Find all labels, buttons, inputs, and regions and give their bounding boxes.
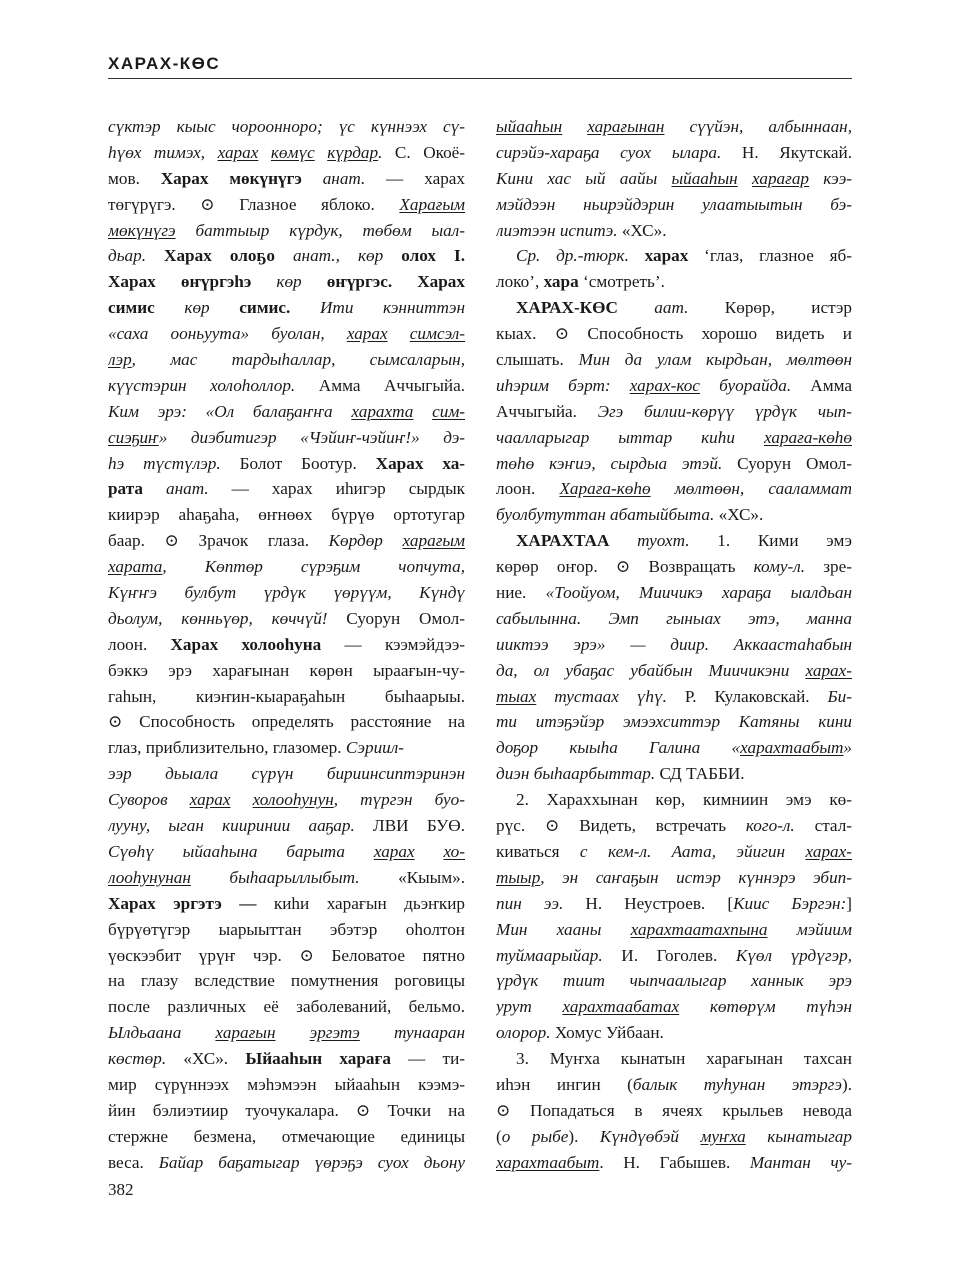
right-column-text-line [496, 451, 852, 477]
right-column-text-line [496, 218, 852, 244]
text-run: «Кыым». [359, 867, 465, 887]
text-run: ‘глаз, глазное яб- [688, 246, 852, 266]
left-column-text-line [108, 735, 465, 761]
text-run: муҥха [700, 1126, 746, 1146]
headword: харах [644, 246, 689, 266]
text-run: И. Гоголев. [602, 945, 736, 965]
headword: өҥүргэс. Харах [326, 272, 465, 292]
text-run: тустаах үһү. [536, 686, 667, 706]
text-run: » [843, 738, 852, 758]
text-run: бэккэ эрэ харағынан көрөн ыраағын-чу- [108, 660, 465, 680]
text-run: харах [373, 841, 415, 861]
text-run: Болот Боотур. [220, 453, 376, 473]
right-column-text-line [496, 347, 852, 373]
text-run: көтөрүм түһэн [679, 997, 852, 1017]
text-run: Ким эрэ: «Ол балаҕаҥҥа [108, 401, 352, 421]
right-column-text-line [496, 943, 852, 969]
left-column-text-line [108, 994, 465, 1020]
left-column-text-line [108, 1098, 465, 1124]
text-run: сиэҕиҥ [108, 427, 159, 447]
text-run [275, 1023, 309, 1042]
right-column-text-line [496, 735, 852, 761]
right-column-text-line [496, 709, 852, 735]
text-run: Кини хас ый аайы [496, 168, 672, 188]
text-run: — ти- [390, 1049, 465, 1069]
text-run: лооһунунан [108, 867, 191, 887]
text-run: стержне безмена, отмечающие единицы [108, 1126, 465, 1146]
left-column-text-line [108, 321, 465, 347]
text-run: Харағым [399, 194, 465, 214]
text-run: «Тоойуом, Миичикэ хараҕа ыалдьан [545, 583, 852, 603]
headword: Харах холооһуна [170, 634, 322, 654]
text-run: 2. Хараххынан көр, кимниин эмэ кө- [516, 790, 852, 810]
right-column-text-line [496, 994, 852, 1020]
right-column-text-line [496, 865, 852, 891]
left-column-text-line [108, 1020, 465, 1046]
text-run: дьар. [108, 246, 147, 266]
text-run: Суорун Омол- [722, 453, 852, 473]
text-run: анат. [301, 168, 366, 188]
left-column-text-line [108, 787, 465, 813]
text-run: үөскээбит үрүҥ чэр. ⊙ Беловатое пятно [108, 945, 465, 965]
right-column-text-line [496, 114, 852, 140]
text-run: Суорун Омол- [327, 608, 465, 628]
text-run: пин ээ. [496, 893, 564, 913]
left-column-text-line [108, 373, 465, 399]
left-column-text-line [108, 839, 465, 865]
text-run: сүктэр кыыс чороонноро; үс күннээх сү- [108, 117, 465, 136]
right-column-text-line [496, 1098, 852, 1124]
text-run: тыыр [496, 867, 541, 887]
text-run: харахтаатахпына [630, 919, 768, 939]
text-run: Күндүөбэй [599, 1126, 701, 1146]
text-run: ] [846, 893, 852, 913]
text-run: зре- [805, 557, 852, 577]
text-run: олорор. [496, 1023, 551, 1043]
text-run: Байар баҕатыгар үөрэҕэ суох дьону [158, 1152, 465, 1172]
right-column-text-line [496, 166, 852, 192]
text-run: Күҥҥэ булбут үрдүк үөрүүм, Күндү [108, 583, 465, 603]
text-run: харағa-көһө [763, 427, 852, 447]
text-run: харах-кос [629, 375, 700, 395]
left-column-text-line [108, 192, 465, 218]
text-run: лиэтээн испитэ. [496, 220, 618, 240]
text-run: ⊙ Способность определять расстояние на [108, 712, 465, 732]
text-run: буолбутуттан абатыйбыта. [496, 505, 715, 525]
text-run: мэйдээн ньирэйдэрин улаатыытын бэ- [496, 194, 852, 214]
text-run: лэр [108, 350, 132, 370]
text-run: тунааран [359, 1023, 465, 1043]
left-column-text-line [108, 554, 465, 580]
right-column-text-line [496, 295, 852, 321]
text-run: доҕор кыыһа Галина « [496, 738, 741, 758]
right-column-text-line [496, 813, 852, 839]
text-run [738, 169, 752, 188]
text-run: харағар [751, 168, 810, 188]
text-run: харах [346, 324, 388, 344]
text-run: кынатыгар [745, 1126, 852, 1146]
text-run: мөкүнүгэ [108, 220, 176, 240]
right-column-text-line [496, 580, 852, 606]
right-column-text-line [496, 476, 852, 502]
text-run: «саха ооньуута» буолан, [108, 324, 347, 344]
text-run: Ылдьаана [108, 1023, 216, 1043]
text-run: , мас тардыһаллар, сымсаларын, [131, 350, 465, 370]
left-column-text-line [108, 451, 465, 477]
right-column-text-line [496, 891, 852, 917]
text-run: харағын [215, 1023, 276, 1043]
text-run: төһө кэҥиэ, сырдыа этэй. [496, 453, 723, 473]
headword: Ыйааһын харағa [245, 1049, 391, 1069]
left-column-text-line [108, 580, 465, 606]
right-column-text-line [496, 1150, 852, 1176]
text-run: на глазу вследствие помутнения роговицы [108, 971, 465, 991]
text-run: көр [154, 298, 240, 318]
right-column-text-line [496, 321, 852, 347]
text-run: лууну, ыган кииринии ааҕар. [108, 816, 355, 836]
left-column-text-line [108, 1124, 465, 1150]
text-run: харах- [805, 841, 852, 861]
right-column-text-line [496, 839, 852, 865]
text-run: Харағa-көһө [559, 479, 651, 499]
text-run: баар. ⊙ Зрачок глаза. [108, 531, 329, 551]
left-column-text-line [108, 269, 465, 295]
text-run: Суворов [108, 790, 190, 810]
left-column-text-line [108, 528, 465, 554]
text-run: харата [108, 557, 163, 577]
text-run: веса. [108, 1152, 159, 1172]
left-column-text-line [108, 347, 465, 373]
headword: рата [108, 479, 143, 499]
text-run: балык туһунан этэргэ [632, 1074, 842, 1094]
text-run: сабылынна. Эмп гыныах этэ, манна [496, 608, 852, 628]
text-run: Н. Габышев. [603, 1152, 750, 1172]
right-column-text-line [496, 917, 852, 943]
text-run: холооһунун [252, 790, 334, 810]
text-run: Н. Якутскай. [721, 142, 852, 162]
text-run: ыйааһын [671, 168, 738, 188]
text-run: эргэтэ [309, 1023, 360, 1043]
text-run: ‘смотреть’. [578, 272, 665, 292]
text-run [415, 842, 444, 861]
text-run: төгүрүгэ. ⊙ Глазное яблоко. [108, 194, 400, 214]
left-column-text-line [108, 502, 465, 528]
text-run: киһи харағын дьэҥкир [256, 893, 465, 913]
right-column-text-line [496, 502, 852, 528]
left-column-text-line [108, 243, 465, 269]
left-column-text-line [108, 295, 465, 321]
text-run: 1. Кими эмэ [689, 531, 852, 551]
left-column-text-line [108, 761, 465, 787]
text-run: Амма Аччыгыйа. [295, 375, 465, 395]
text-run: «ХС». [166, 1049, 246, 1069]
headword: симис. [239, 298, 291, 318]
text-run: с кем-л. [579, 841, 652, 861]
text-run: Киис Бэргэн: [733, 893, 847, 913]
text-run: ЛВИ БУӨ. [354, 816, 465, 836]
text-run: көр [251, 272, 327, 292]
text-run: туохт. [609, 531, 690, 551]
text-run: иһэрим бэрт: [496, 375, 630, 395]
text-run: һүөх тимэх, [108, 142, 218, 162]
left-column-text-line [108, 917, 465, 943]
headword: ХАРАХ-КӨС [516, 298, 618, 318]
text-run: ти итэҕэйэр эмээхситтэр Катяны кини [496, 712, 852, 732]
text-run: Мин да улам кырдьан, мөлтөөн [578, 350, 852, 370]
text-run: Сүөһү ыйааһына барыта [108, 841, 374, 861]
text-run [413, 402, 432, 421]
text-run: мөлтөөн, сааламмат [650, 479, 852, 499]
text-run: харах [189, 790, 231, 810]
text-run: Көрдөр [328, 531, 403, 551]
running-head-title: ХАРАХ-КӨС [108, 54, 221, 73]
headword: Харах ха- [375, 453, 465, 473]
headword: Харах олоҕо [146, 246, 275, 266]
text-run: кого-л. [745, 816, 795, 836]
left-column-text-line [108, 968, 465, 994]
text-run [388, 324, 410, 343]
text-run: лоон. [496, 479, 560, 499]
left-column-text-line [108, 140, 465, 166]
text-run: — харах иһигэр сырдык [208, 479, 465, 499]
text-run: анат., [274, 246, 358, 266]
text-run: баттыыр күрдук, төбөм ыал- [175, 220, 465, 240]
text-run: Би- [827, 686, 852, 706]
right-column-text-line [496, 554, 852, 580]
text-run: тыах [496, 686, 537, 706]
left-column-text-line [108, 1046, 465, 1072]
left-column-text-line [108, 632, 465, 658]
text-run: диэн быһаарбыттар. [496, 764, 656, 784]
text-run [258, 143, 271, 162]
text-run: харағынан [587, 117, 665, 136]
right-column-text-line [496, 658, 852, 684]
text-run [562, 117, 587, 136]
text-run: харағым [402, 531, 465, 551]
text-run: мов. [108, 168, 161, 188]
left-column-text-line [108, 425, 465, 451]
left-column-text-line [108, 476, 465, 502]
text-run: Эгэ билии-көрүү үрдүк чып- [597, 401, 852, 421]
headword: Харах өҥүргэһэ [108, 272, 252, 292]
text-run: Мин хааны [496, 919, 631, 939]
text-run: анат. [142, 479, 209, 499]
text-run: харахтаабатах [562, 997, 680, 1017]
text-run: — кээмэйдээ- [321, 634, 465, 654]
right-column-text-line [496, 1124, 852, 1150]
left-column-text-line [108, 166, 465, 192]
text-run: лоон. [108, 634, 171, 654]
text-run: харахтаабыт [496, 1152, 600, 1172]
left-column-text-line [108, 1072, 465, 1098]
right-column [496, 114, 852, 1176]
text-run: йин бэлиэтиир туочукалара. ⊙ Точки на [108, 1100, 465, 1120]
text-run: сирэйэ-хараҕа суох ылара. [496, 142, 722, 162]
headword: симис [108, 298, 155, 318]
right-column-text-line [496, 269, 852, 295]
left-column-text-line [108, 891, 465, 917]
text-run: Ити кэнниттэн [290, 298, 465, 318]
right-column-text-line [496, 1046, 852, 1072]
left-column-text-line [108, 684, 465, 710]
text-run: да, ол убаҕас убайбын Миичикэни [496, 660, 806, 680]
text-run: кыах. ⊙ Способность хорошо видеть и [496, 324, 852, 344]
left-column-text-line [108, 606, 465, 632]
left-column-text-line [108, 709, 465, 735]
text-run: күүстэрин холоһоллор. [108, 375, 296, 395]
left-column-text-line [108, 813, 465, 839]
text-run: Амма [791, 375, 852, 395]
text-run: , Көптөр сүрэҕим чопчута, [162, 557, 465, 577]
text-run [315, 143, 328, 162]
text-run: хо- [443, 841, 465, 861]
left-column-text-line [108, 865, 465, 891]
text-run: үрдүк тиит чыпчаалыгар ханнык эрэ [496, 971, 852, 991]
text-run: көрөр оҥор. ⊙ Возвращать [496, 557, 754, 577]
right-column-text-line [496, 192, 852, 218]
text-run: көр [357, 246, 402, 266]
text-run: локо’, [496, 272, 544, 292]
text-run: буорайда. [699, 375, 792, 395]
text-run: ээр дьыала сүрүн бириинсиптэринэн [108, 764, 465, 784]
text-run: сим- [432, 401, 465, 421]
text-run: Хомус Уйбаан. [550, 1023, 664, 1043]
right-column-text-line [496, 243, 852, 269]
text-run [230, 790, 252, 809]
text-run: бүрүөтүгэр ыарыыттан эбэтэр оһолтон [108, 919, 465, 939]
text-run: мир сүрүннээх мэһэмээн ыйааһын кээмэ- [108, 1074, 465, 1094]
text-run: «ХС». [617, 220, 667, 240]
headword: олох I. [401, 246, 465, 266]
headword: Харах эргэтэ — [108, 893, 257, 913]
text-run: » диэбитигэр «Чэйиҥ-чэйиҥ!» дэ- [158, 427, 465, 447]
right-column-text-line [496, 373, 852, 399]
text-run: ииктээ эрэ» — диир. Аккаастаһабын [496, 634, 852, 654]
header-rule [108, 78, 852, 79]
text-run: Күөл үрдүгэр, [735, 945, 852, 965]
text-run: ⊙ Попадаться в ячеях крыльев невода [496, 1100, 852, 1120]
text-run: Көрөр, истэр [688, 298, 852, 318]
text-run: после различных её заболеваний, бельмо. [108, 997, 465, 1017]
text-run: ( [496, 1126, 502, 1146]
text-run: ). [568, 1126, 600, 1146]
text-run: көстөр. [108, 1049, 167, 1069]
left-column-text-line [108, 114, 465, 140]
left-column-text-line [108, 399, 465, 425]
left-column [108, 114, 465, 1176]
text-run: туймаарыйар. [496, 945, 603, 965]
left-column-text-line [108, 943, 465, 969]
text-run: . [599, 1152, 604, 1172]
text-run: Ср. др.-тюрк. [516, 246, 645, 266]
text-run: симсэл- [409, 324, 465, 344]
text-run: Аччыгыйа. [496, 401, 598, 421]
text-run: көмүс [270, 142, 315, 162]
text-run: , түргэн буо- [333, 790, 465, 810]
left-column-text-line [108, 218, 465, 244]
left-column-text-line [108, 1150, 465, 1176]
text-run: дьолум, көнньүөр, көччүй! [108, 608, 328, 628]
text-run: иһэн ингин ( [496, 1074, 633, 1094]
text-run: ). [841, 1074, 852, 1094]
right-column-text-line [496, 632, 852, 658]
text-run: урут [496, 997, 563, 1017]
text-run: СД ТАББИ. [655, 764, 745, 784]
text-run: слышать. [496, 350, 579, 370]
headword: Харах мөкүнүгэ [160, 168, 302, 188]
text-run: «ХС». [714, 505, 764, 525]
text-run: харах- [805, 660, 852, 680]
right-column-text-line [496, 1072, 852, 1098]
text-run: С. Окоё- [382, 142, 465, 162]
text-run: киирэр аһаҕаһа, өҥнөөх бүрүө ортотугар [108, 505, 465, 525]
text-run: кому-л. [753, 557, 806, 577]
right-column-text-line [496, 787, 852, 813]
text-run: быһаарыллыбыт. [190, 867, 360, 887]
text-run: о рыбе [501, 1126, 569, 1146]
text-run: , эн саҥаҕын истэр күннэрэ эбип- [540, 867, 852, 887]
text-run: Р. Кулаковскай. [666, 686, 828, 706]
text-run: рүс. ⊙ Видеть, встречать [496, 816, 746, 836]
headword: ХАРАХТАА [516, 531, 610, 551]
right-column-text-line [496, 968, 852, 994]
text-run: Аата, эйигин [651, 841, 806, 861]
text-run: харахта [351, 401, 414, 421]
right-column-text-line [496, 761, 852, 787]
text-run: киваться [496, 841, 580, 861]
text-run: кээ- [809, 168, 852, 188]
right-column-text-line [496, 399, 852, 425]
text-run: ние. [496, 583, 546, 603]
text-run: ыйааһын [496, 117, 563, 136]
right-column-text-line [496, 140, 852, 166]
text-run: аат. [617, 298, 689, 318]
headword: хара [543, 272, 579, 292]
text-run: — харах [365, 168, 465, 188]
right-column-text-line [496, 684, 852, 710]
right-column-text-line [496, 1020, 852, 1046]
right-column-text-line [496, 606, 852, 632]
text-run: һэ түстүлэр. [108, 453, 221, 473]
text-run: харахтаабыт [740, 738, 844, 758]
text-run: . [378, 142, 383, 162]
page-header [108, 54, 852, 79]
page-number: 382 [108, 1180, 134, 1199]
text-run: гаһын, киэҥин-кыараҕаһын быһаарыы. [108, 686, 465, 706]
text-run: күрдар [327, 142, 379, 162]
text-run: харах [217, 142, 259, 162]
right-column-text-line [496, 425, 852, 451]
text-run: глаз, приблизительно, глазомер. [108, 738, 346, 758]
text-run: стал- [794, 816, 852, 836]
text-run: сүүйэн, албыннаан, [664, 117, 852, 136]
text-run: мэйиим [767, 919, 852, 939]
text-run: Н. Неустроев. [ [563, 893, 734, 913]
left-column-text-line [108, 658, 465, 684]
text-run: Сэриил- [345, 738, 404, 758]
text-run: Мантан чу- [749, 1152, 852, 1172]
right-column-text-line [496, 528, 852, 554]
text-run: чаалларыгар ыттар киһи [496, 427, 764, 447]
text-run: 3. Муҥха кынатын харағынан тахсан [516, 1049, 852, 1069]
